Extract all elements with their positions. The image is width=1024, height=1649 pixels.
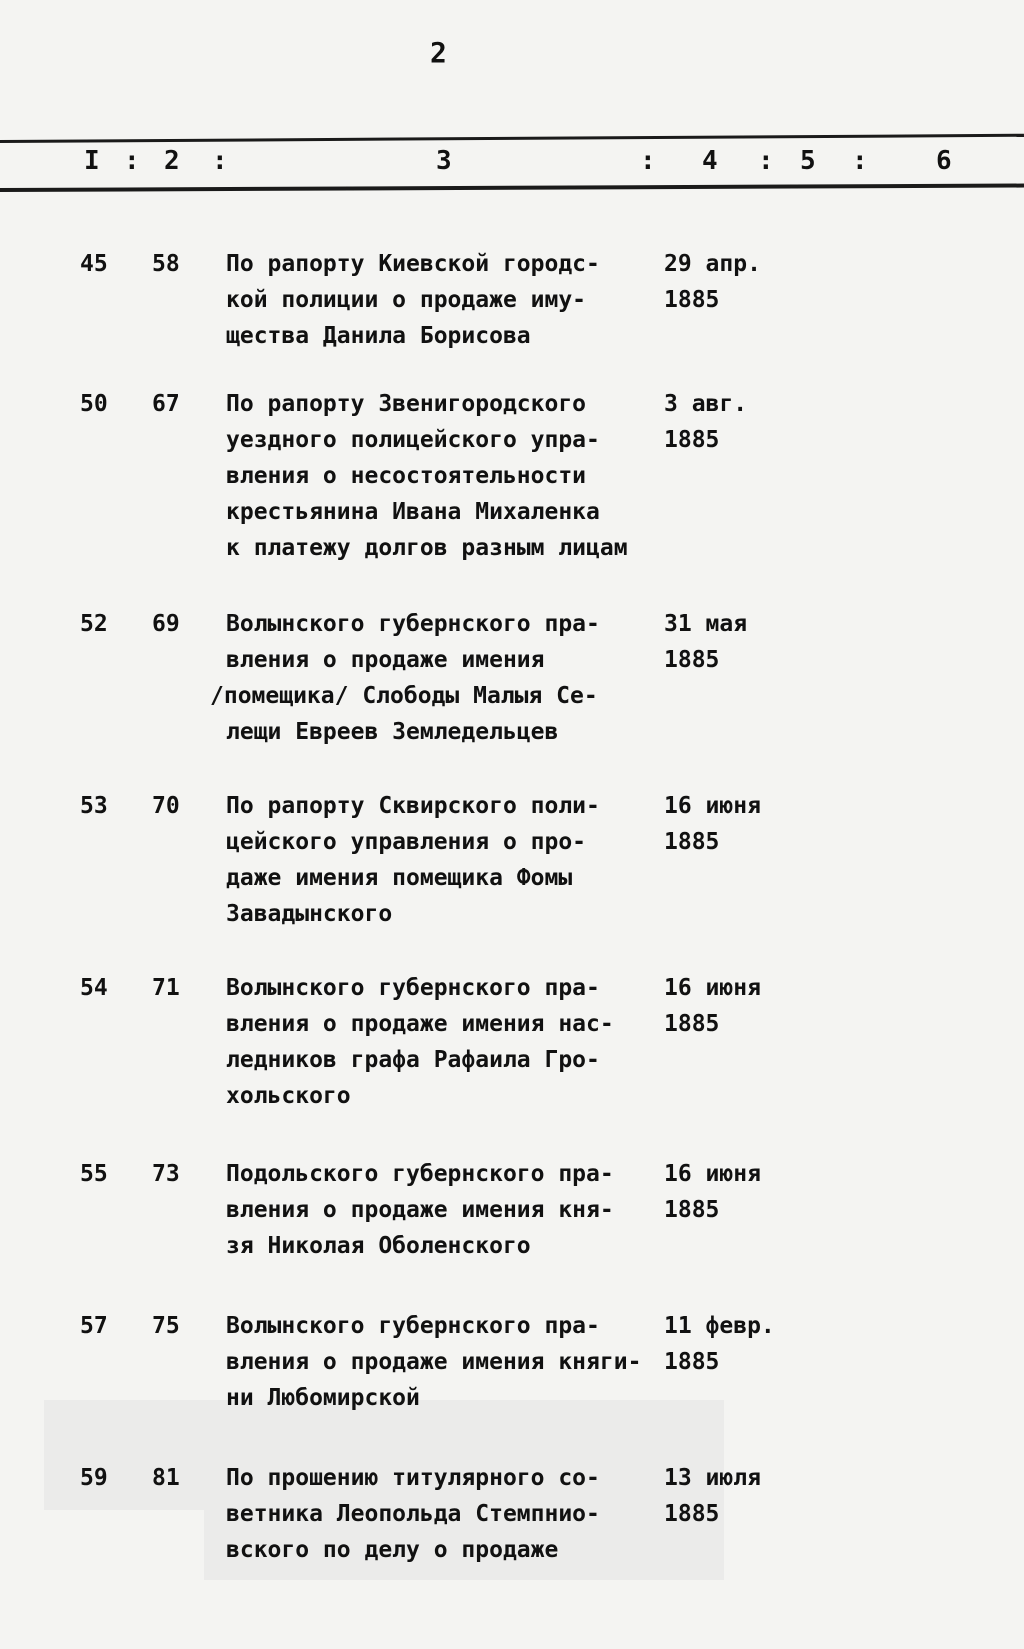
- column-header-1: I: [84, 146, 100, 176]
- entry-description-line: хольского: [226, 1083, 351, 1109]
- entry-sheet-number: 58: [152, 251, 180, 277]
- entry-date-year: 1885: [664, 1011, 720, 1037]
- column-header-2: 2: [164, 146, 180, 176]
- column-separator: :: [640, 146, 656, 176]
- entry-date: [664, 1460, 804, 1532]
- entry-date: [664, 246, 804, 318]
- entry-date-year: 1885: [664, 829, 720, 855]
- entry-number: 53: [80, 793, 108, 819]
- entry-sheet-number: 73: [152, 1161, 180, 1187]
- entry-sheet-number: 81: [152, 1465, 180, 1491]
- entry-date-day: 16 июня: [664, 975, 761, 1001]
- entry-number: 59: [80, 1465, 108, 1491]
- page-number: 2: [430, 36, 447, 69]
- entry-description-line: к платежу долгов разным лицам: [226, 535, 628, 561]
- entry-description-line: вления о продаже имения: [226, 647, 545, 673]
- entry-sheet-number: 70: [152, 793, 180, 819]
- entry-sheet-number: 69: [152, 611, 180, 637]
- entry-date-year: 1885: [664, 1197, 720, 1223]
- header-top-rule: [0, 134, 1024, 143]
- entry-description-line: кой полиции о продаже иму-: [226, 287, 587, 313]
- entry-number: 50: [80, 391, 108, 417]
- entry-number: 55: [80, 1161, 108, 1187]
- entry-description-line: крестьянина Ивана Михаленка: [226, 499, 600, 525]
- entry-number: 57: [80, 1313, 108, 1339]
- entry-description-line: лещи Евреев Земледельцев: [226, 719, 559, 745]
- entry-description-line: Волынского губернского пра-: [226, 611, 600, 637]
- column-header-6: 6: [936, 146, 952, 176]
- header-bottom-rule: [0, 184, 1024, 192]
- entry-description-line: По рапорту Звенигородского: [226, 391, 587, 417]
- entry-number: 52: [80, 611, 108, 637]
- entry-date-day: 16 июня: [664, 793, 761, 819]
- entry-description-line: даже имения помещика Фомы: [226, 865, 573, 891]
- entry-number: 54: [80, 975, 108, 1001]
- entry-description-line: Подольского губернского пра-: [226, 1161, 614, 1187]
- entry-date: [664, 1308, 804, 1380]
- entry-description-line: вского по делу о продаже: [226, 1537, 559, 1563]
- entry-description-line: По рапорту Сквирского поли-: [226, 793, 600, 819]
- entry-description: [226, 1308, 686, 1416]
- entry-description: [226, 386, 686, 566]
- entry-description-line: уездного полицейского упра-: [226, 427, 600, 453]
- entry-sheet-number: 67: [152, 391, 180, 417]
- column-header-4: 4: [702, 146, 718, 176]
- entry-description-line: По рапорту Киевской городс-: [226, 251, 600, 277]
- entry-description-line: Волынского губернского пра-: [226, 975, 600, 1001]
- entry-description-line: щества Данила Борисова: [226, 323, 531, 349]
- entry-description-line: вления о продаже имения кня-: [226, 1197, 614, 1223]
- entry-description: [226, 246, 686, 354]
- column-separator: :: [124, 146, 140, 176]
- entry-date: [664, 1156, 804, 1228]
- entry-description-line: ледников графа Рафаила Гро-: [226, 1047, 600, 1073]
- entry-date-day: 29 апр.: [664, 251, 761, 277]
- column-header-3: 3: [436, 146, 452, 176]
- entry-description-line: вления о продаже имения княги-: [226, 1349, 642, 1375]
- entry-description-line: вления о продаже имения нас-: [226, 1011, 614, 1037]
- entry-number: 45: [80, 251, 108, 277]
- entry-date: [664, 386, 804, 458]
- entry-description-line: ни Любомирской: [226, 1385, 420, 1411]
- entry-date: [664, 606, 804, 678]
- entry-description: [226, 1156, 686, 1264]
- entry-date: [664, 970, 804, 1042]
- entry-date-year: 1885: [664, 1501, 720, 1527]
- column-separator: :: [212, 146, 228, 176]
- entry-date-year: 1885: [664, 427, 720, 453]
- entry-date-year: 1885: [664, 1349, 720, 1375]
- entry-description-line: зя Николая Оболенского: [226, 1233, 531, 1259]
- column-separator: :: [852, 146, 868, 176]
- entry-description: [226, 1460, 686, 1568]
- entry-description-line: По прошению титулярного со-: [226, 1465, 600, 1491]
- entry-date: [664, 788, 804, 860]
- entry-description-line: ветника Леопольда Стемпнио-: [226, 1501, 600, 1527]
- entry-sheet-number: 75: [152, 1313, 180, 1339]
- entry-description-line: вления о несостоятельности: [226, 463, 587, 489]
- entry-description-line: цейского управления о про-: [226, 829, 587, 855]
- entry-sheet-number: 71: [152, 975, 180, 1001]
- entry-description: [226, 970, 686, 1114]
- entry-date-day: 31 мая: [664, 611, 748, 637]
- entry-date-day: 3 авг.: [664, 391, 748, 417]
- entry-date-year: 1885: [664, 287, 720, 313]
- entry-description-line: Волынского губернского пра-: [226, 1313, 600, 1339]
- entry-date-day: 11 февр.: [664, 1313, 775, 1339]
- entry-date-day: 16 июня: [664, 1161, 761, 1187]
- entry-description: [210, 606, 670, 750]
- scan-shadow: [44, 1400, 204, 1510]
- column-header-5: 5: [800, 146, 816, 176]
- entry-description: [226, 788, 686, 932]
- entry-description-line: /помещика/ Слободы Малыя Се-: [210, 683, 598, 709]
- entry-date-year: 1885: [664, 647, 720, 673]
- entry-description-line: Завадынского: [226, 901, 393, 927]
- column-separator: :: [758, 146, 774, 176]
- entry-date-day: 13 июля: [664, 1465, 761, 1491]
